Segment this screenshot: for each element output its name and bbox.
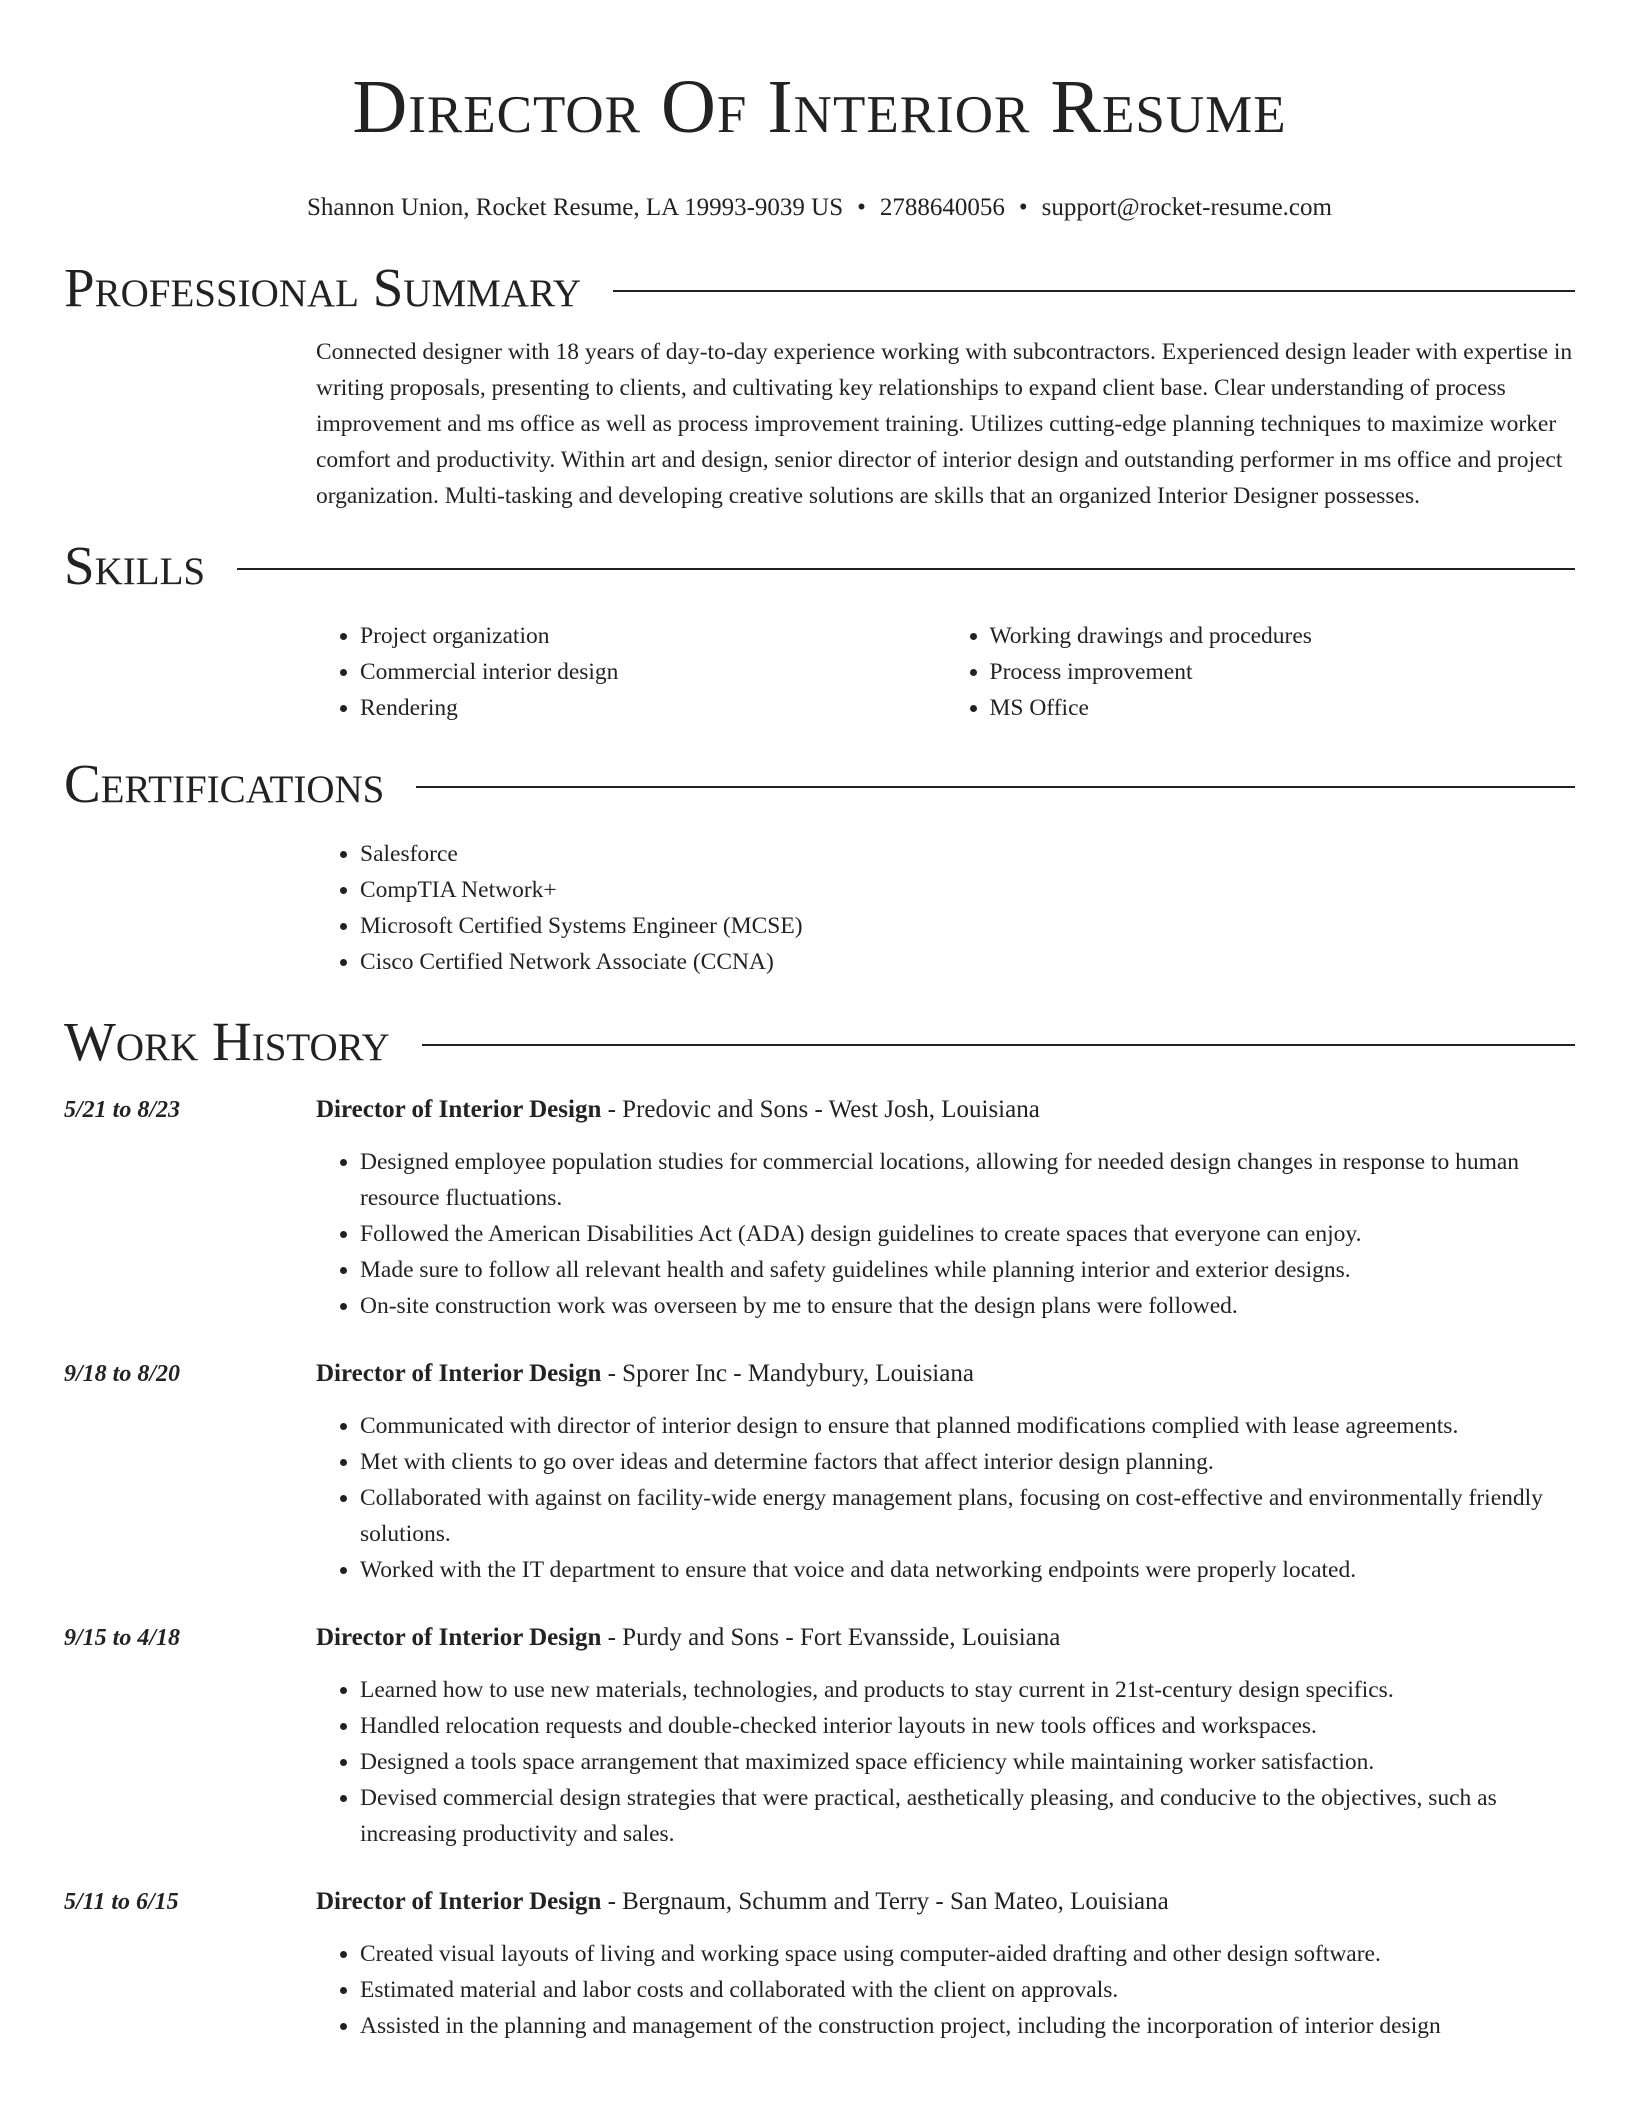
- skill-item: • MS Office: [990, 690, 1576, 726]
- job-bullets: [316, 1408, 1575, 1588]
- job-bullet: • Designed a tools space arrangement that maximized space efficiency while maintaining worker satisfaction.: [360, 1744, 1575, 1780]
- section-header-certifications: [64, 754, 1575, 814]
- job-bullets: [316, 1936, 1575, 2044]
- job-bullet: • Handled relocation requests and double-checked interior layouts in new tools offices and workspaces.: [360, 1708, 1575, 1744]
- job-heading: [316, 1620, 1575, 1656]
- job-bullets: [316, 1672, 1575, 1852]
- job-company: - Purdy and Sons - Fort Evansside, Louisiana: [601, 1624, 1061, 1651]
- job-bullet: • Assisted in the planning and management of the construction project, including the incorporation of interior design: [360, 2008, 1575, 2044]
- job-entry: [64, 1092, 1575, 1324]
- job-heading: [316, 1884, 1575, 1920]
- contact-separator: •: [857, 194, 866, 221]
- resume-page: [64, 0, 1575, 2044]
- section-divider: [237, 568, 1575, 570]
- section-title: Professional Summary: [64, 257, 582, 318]
- contact-separator: •: [1018, 194, 1028, 221]
- skill-item: • Commercial interior design: [360, 654, 946, 690]
- job-bullet: • Learned how to use new materials, technologies, and products to stay current in 21st-century design specifics.: [360, 1672, 1575, 1708]
- job-heading: [316, 1092, 1575, 1128]
- job-entry: [64, 1356, 1575, 1588]
- contact-line: [64, 192, 1575, 224]
- certification-item: • Microsoft Certified Systems Engineer (MCSE): [360, 908, 1575, 944]
- job-bullet: • Communicated with director of interior design to ensure that planned modifications complied with lease agreements.: [360, 1408, 1575, 1444]
- job-bullet: • Made sure to follow all relevant health and safety guidelines while planning interior and exterior designs.: [360, 1252, 1575, 1288]
- section-header-summary: [64, 258, 1575, 318]
- section-divider: [613, 290, 1575, 292]
- job-bullet: • On-site construction work was overseen by me to ensure that the design plans were followed.: [360, 1288, 1575, 1324]
- job-dates: 9/15 to 4/18: [64, 1625, 181, 1651]
- section-header-work-history: [64, 1012, 1575, 1072]
- job-heading: [316, 1356, 1575, 1392]
- contact-address: Shannon Union, Rocket Resume, LA 19993-9039 US: [307, 194, 844, 221]
- section-title: Certifications: [64, 753, 385, 814]
- job-bullet: • Followed the American Disabilities Act (ADA) design guidelines to create spaces that everyone can enjoy.: [360, 1216, 1575, 1252]
- certification-item: • CompTIA Network+: [360, 872, 1575, 908]
- section-divider: [416, 786, 1575, 788]
- skill-item: • Rendering: [360, 690, 946, 726]
- skill-item: • Working drawings and procedures: [990, 618, 1576, 654]
- job-bullet: • Designed employee population studies for commercial locations, allowing for needed design changes in response to human resource fluctuations.: [360, 1144, 1575, 1216]
- job-company: - Predovic and Sons - West Josh, Louisiana: [601, 1096, 1040, 1123]
- resume-title: Director Of Interior Resume: [352, 65, 1287, 149]
- skills-column-right: [946, 618, 1576, 726]
- job-title: Director of Interior Design: [316, 1624, 602, 1651]
- contact-phone: 2788640056: [879, 194, 1005, 221]
- job-bullet: • Worked with the IT department to ensure that voice and data networking endpoints were properly located.: [360, 1552, 1575, 1588]
- job-dates: 9/18 to 8/20: [64, 1361, 181, 1387]
- job-bullet: • Estimated material and labor costs and collaborated with the client on approvals.: [360, 1972, 1575, 2008]
- summary-text: Connected designer with 18 years of day-to-day experience working with subcontractors. Experienced design leader with expertise in writing proposals, presenting to clients, and cultivating key relationships to expand client base. Clear understanding of process improvement and ms office as well as process improvement training. Utilizes cutting-edge planning techniques to maximize worker comfort and productivity. Within art and design, senior director of interior design and outstanding performer in ms office and project organization. Multi-tasking and developing creative solutions are skills that an organized Interior Designer possesses.: [316, 339, 1573, 509]
- job-bullet: • Met with clients to go over ideas and determine factors that affect interior design planning.: [360, 1444, 1575, 1480]
- job-title: Director of Interior Design: [316, 1360, 602, 1387]
- job-dates: 5/21 to 8/23: [64, 1097, 181, 1123]
- certifications-list: [316, 836, 1575, 980]
- job-bullet: • Devised commercial design strategies that were practical, aesthetically pleasing, and conducive to the objectives, such as increasing productivity and sales.: [360, 1780, 1575, 1852]
- job-entry: [64, 1620, 1575, 1852]
- contact-email[interactable]: support@rocket-resume.com: [1041, 194, 1332, 221]
- section-title: Skills: [64, 535, 206, 596]
- job-bullets: [316, 1144, 1575, 1324]
- job-title: Director of Interior Design: [316, 1888, 602, 1915]
- job-dates: 5/11 to 6/15: [64, 1889, 179, 1915]
- skills-column-left: [316, 618, 946, 726]
- job-title: Director of Interior Design: [316, 1096, 602, 1123]
- job-bullet: • Collaborated with against on facility-wide energy management plans, focusing on cost-effective and environmentally friendly solutions.: [360, 1480, 1575, 1552]
- section-header-skills: [64, 536, 1575, 596]
- skill-item: • Process improvement: [990, 654, 1576, 690]
- job-bullet: • Created visual layouts of living and working space using computer-aided drafting and other design software.: [360, 1936, 1575, 1972]
- skill-item: • Project organization: [360, 618, 946, 654]
- skills-list: [316, 618, 1575, 726]
- certification-item: • Cisco Certified Network Associate (CCNA): [360, 944, 1575, 980]
- certification-item: • Salesforce: [360, 836, 1575, 872]
- section-title: Work History: [64, 1011, 390, 1072]
- section-divider: [422, 1044, 1575, 1046]
- job-entry: [64, 1884, 1575, 2044]
- job-company: - Sporer Inc - Mandybury, Louisiana: [601, 1360, 974, 1387]
- job-company: - Bergnaum, Schumm and Terry - San Mateo, Louisiana: [601, 1888, 1169, 1915]
